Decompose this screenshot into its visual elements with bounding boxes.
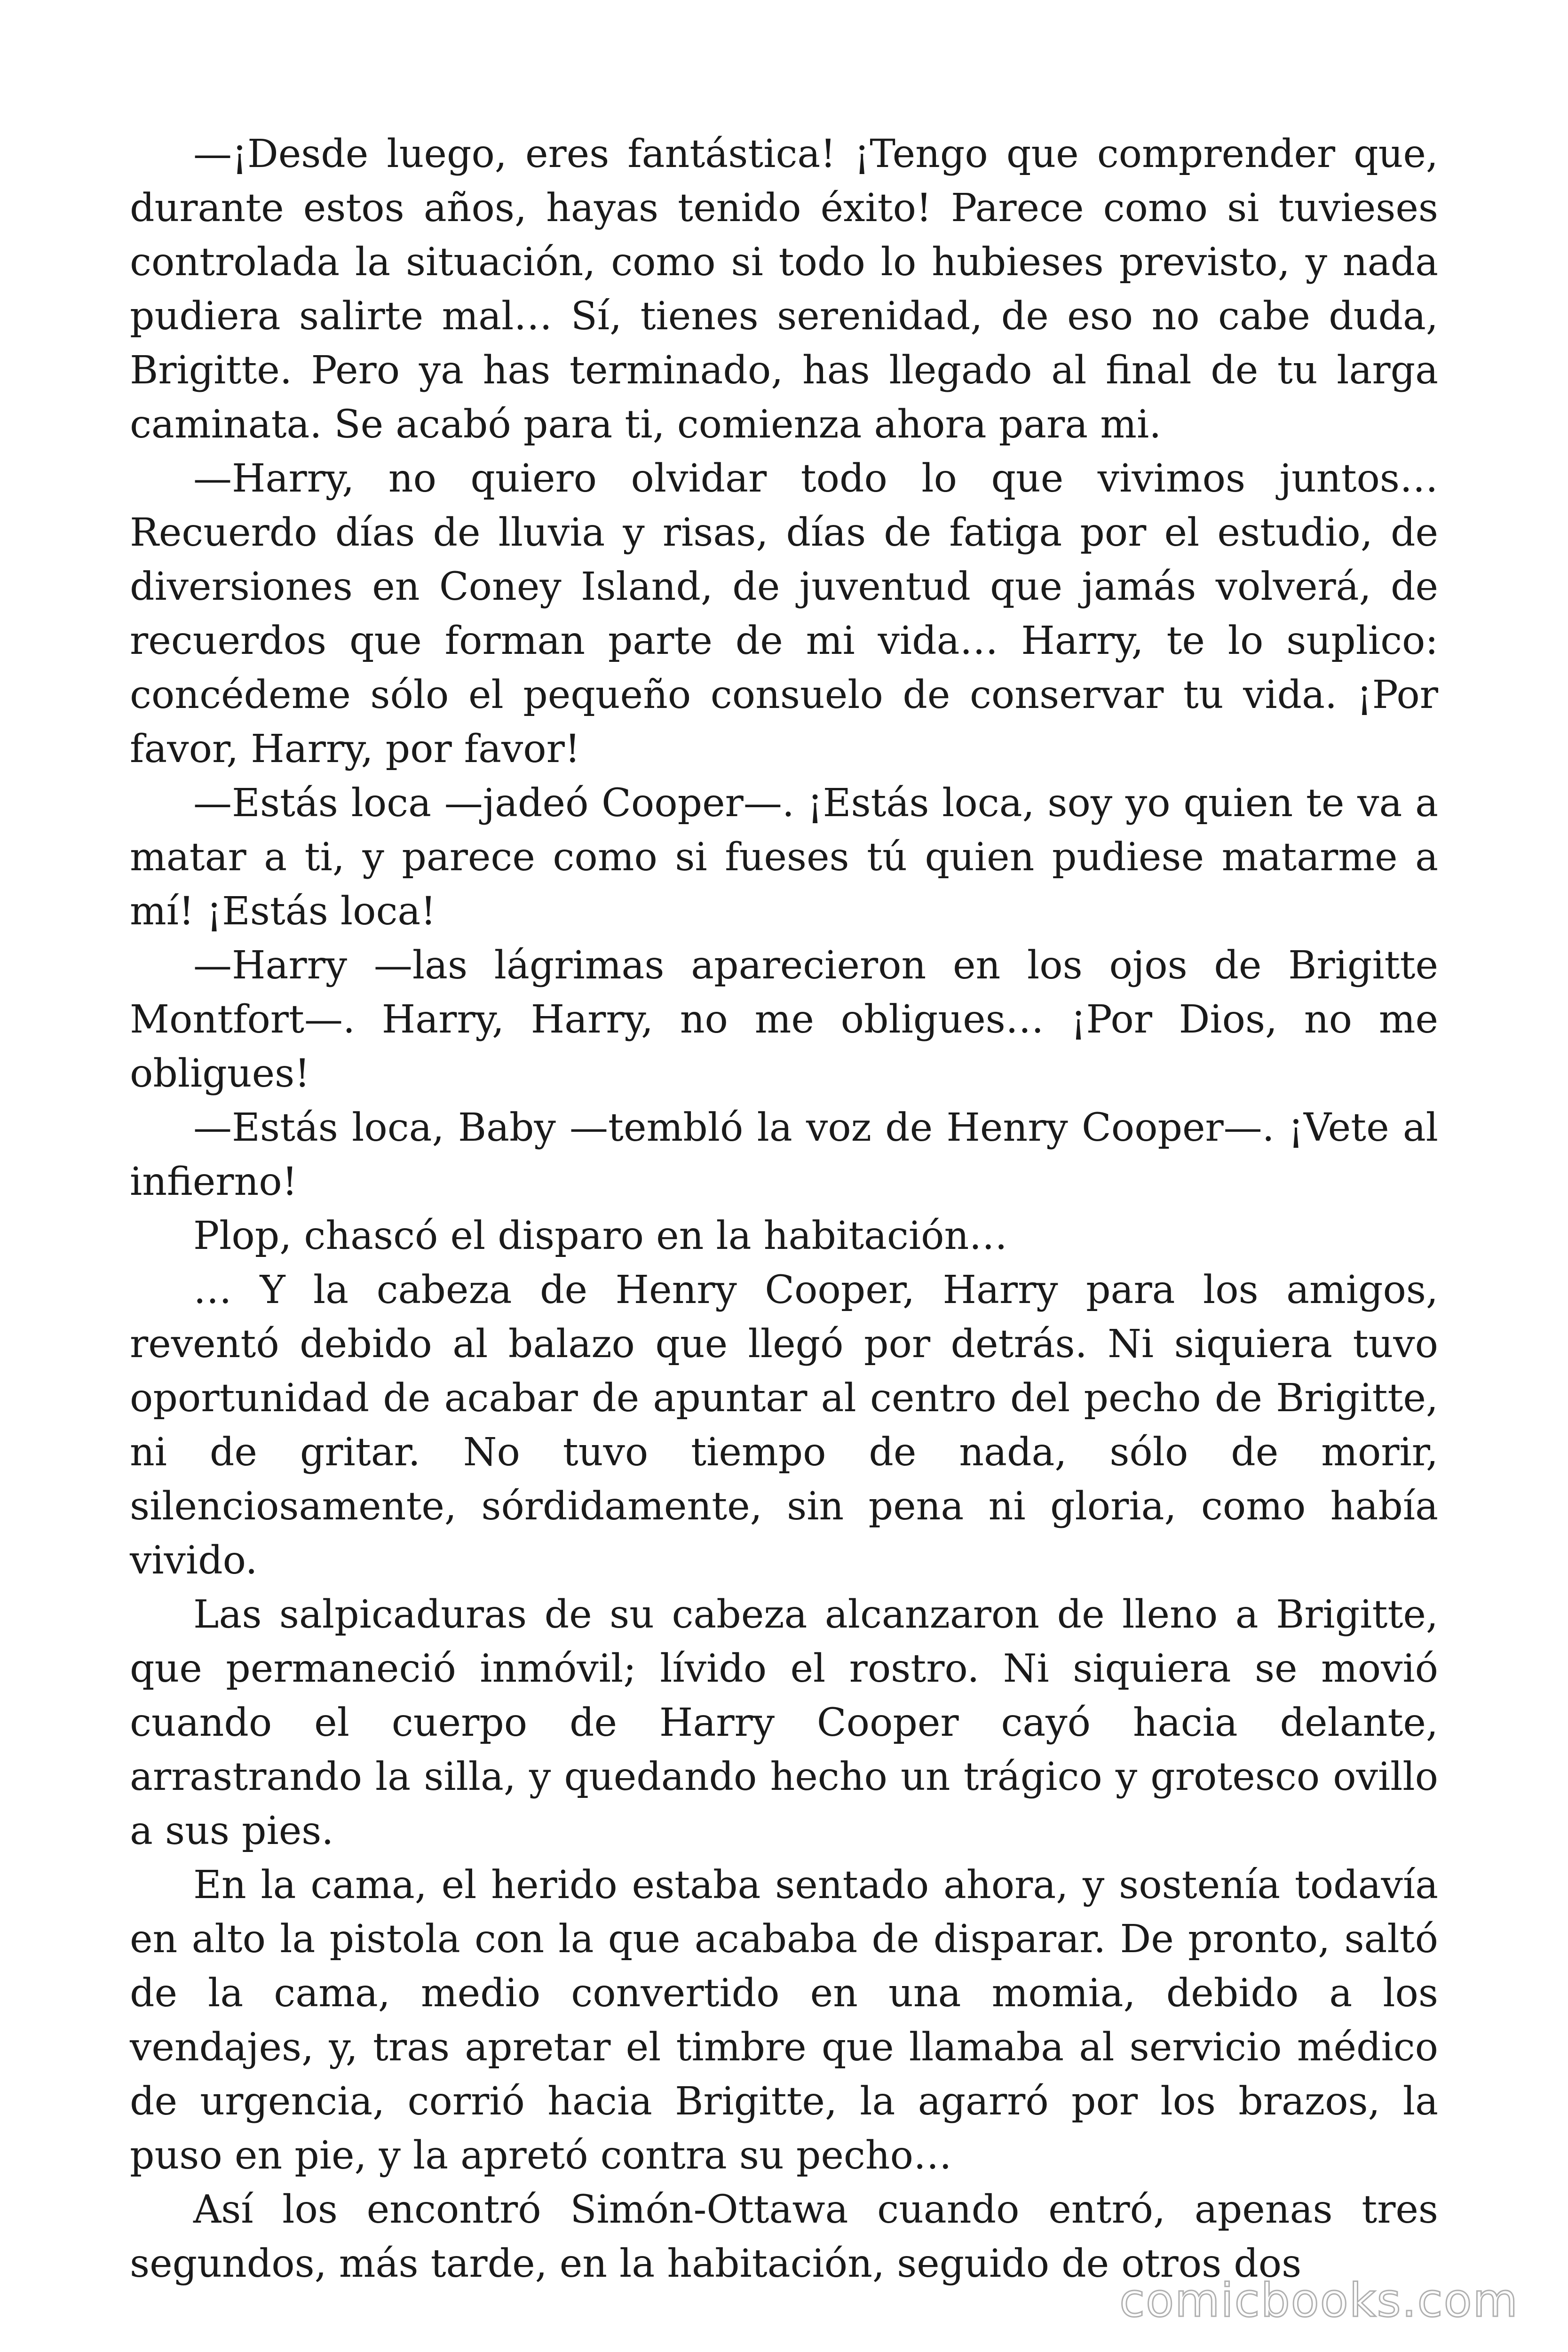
paragraph-8: Las salpicaduras de su cabeza alcanzaron de lleno a Brigitte, que permaneció inmóvil; lívido el rostro. Ni siquiera se movió cuando el cuerpo de Harry Cooper cayó hacia delante, arrastrando la silla, y quedando hecho un trágico y grotesco ovillo a sus pies. (130, 1592, 1438, 1853)
paragraph-3: —Estás loca —jadeó Cooper—. ¡Estás loca, soy yo quien te va a matar a ti, y parece como si fueses tú quien pudiese matarme a mí! ¡Estás loca! (130, 781, 1438, 934)
paragraph-9: En la cama, el herido estaba sentado ahora, y sostenía todavía en alto la pistola con la que acababa de disparar. De pronto, saltó de la cama, medio convertido en una momia, debido a los vendajes, y, tras apretar el timbre que llamaba al servicio médico de urgencia, corrió hacia Brigitte, la agarró por los brazos, la puso en pie, y la apretó contra su pecho… (130, 1863, 1438, 2178)
paragraph-6: Plop, chascó el disparo en la habitación… (193, 1214, 1008, 1258)
paragraph-1: —¡Desde luego, eres fantástica! ¡Tengo que comprender que, durante estos años, hayas tenido éxito! Parece como si tuvieses controlada la situación, como si todo lo hubieses previsto, y nada pudiera salirte mal… Sí, tienes serenidad, de eso no cabe duda, Brigitte. Pero ya has terminado, has llegado al final de tu larga caminata. Se acabó para ti, comienza ahora para mi. (130, 132, 1438, 447)
watermark: comicbooks.com (1119, 2274, 1519, 2328)
paragraph-10: Así los encontró Simón-Ottawa cuando entró, apenas tres segundos, más tarde, en la habitación, seguido de otros dos (130, 2187, 1438, 2286)
paragraph-7: … Y la cabeza de Henry Cooper, Harry para los amigos, reventó debido al balazo que llegó por detrás. Ni siquiera tuvo oportunidad de acabar de apuntar al centro del pecho de Brigitte, ni de gritar. No tuvo tiempo de nada, sólo de morir, silenciosamente, sórdidamente, sin pena ni gloria, como había vivido. (130, 1268, 1438, 1583)
paragraph-5: —Estás loca, Baby —tembló la voz de Henry Cooper—. ¡Vete al infierno! (130, 1105, 1438, 1204)
page-body (130, 127, 1438, 2291)
paragraph-4: —Harry —las lágrimas aparecieron en los ojos de Brigitte Montfort—. Harry, Harry, no me obligues… ¡Por Dios, no me obligues! (130, 943, 1438, 1096)
paragraph-2: —Harry, no quiero olvidar todo lo que vivimos juntos… Recuerdo días de lluvia y risas, días de fatiga por el estudio, de diversiones en Coney Island, de juventud que jamás volverá, de recuerdos que forman parte de mi vida… Harry, te lo suplico: concédeme sólo el pequeño consuelo de conservar tu vida. ¡Por favor, Harry, por favor! (130, 456, 1438, 771)
